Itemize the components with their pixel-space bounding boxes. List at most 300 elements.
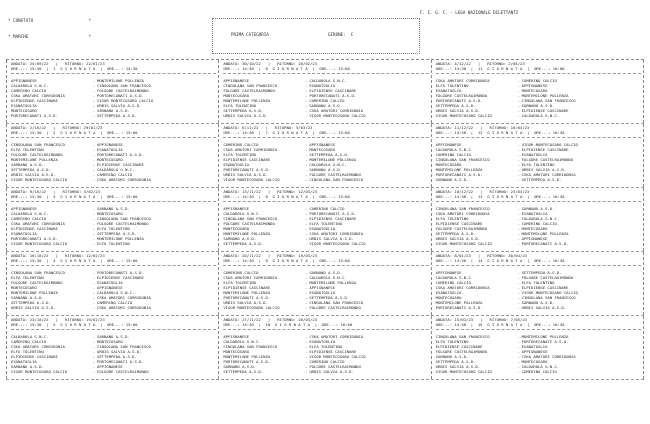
- match-row: APPIGNANESE - VIGOR MONTECOSARO CALCIO: [435, 141, 578, 147]
- home-team: CSKA AMATORI CORRIDONIA: [223, 146, 278, 152]
- ritorno-date: RITORNO: 29/01/23: [62, 125, 103, 130]
- home-team: ELPIDIENSE CASCINARE: [11, 225, 58, 231]
- away-team: URBIS SALVIA A.S.D.: [521, 305, 567, 311]
- ritorno-date: RITORNO: 19/02/23: [64, 317, 105, 322]
- ritorno-time: ORE...: 16:00: [321, 321, 353, 327]
- away-team: APPIGNANESE: [309, 284, 336, 290]
- away-team: MONTECOSARO: [521, 359, 548, 365]
- away-team: VIGOR MONTECOSARO CALCIO: [309, 353, 366, 359]
- giornata-label: 4 G I O R N A T A: [53, 257, 96, 263]
- home-team: SETTEMPEDA A.S.D.: [11, 167, 51, 173]
- ritorno-date: RITORNO: 30/04/23: [487, 253, 528, 258]
- away-team: CSKA AMATORI CORRIDONIA: [309, 231, 364, 237]
- away-team: CAMERINO CALCIO: [521, 369, 557, 375]
- home-team: CALDAROLA G.N.C.: [435, 146, 474, 152]
- home-team: ELFA TOLENTINO: [435, 215, 469, 221]
- home-team: FOLGORE CASTELRAIMONDO: [11, 151, 63, 157]
- andata-time: ORE...: 14:30: [223, 193, 254, 199]
- ritorno-time: ORE...: 15:00: [107, 193, 138, 199]
- round-header: [436, 126, 641, 138]
- round-block: [218, 252, 430, 315]
- home-team: ELFA TOLENTINO: [223, 103, 257, 109]
- match-row: ELPIDIENSE CASCINARE - ESANATOGLIA: [435, 343, 548, 349]
- andata-date: ANDATA: 16/10/22: [11, 253, 49, 258]
- home-team: CSKA AMATORI CORRIDONIA: [435, 210, 490, 216]
- round-dates: ANDATA: 27/11/22 | RITORNO: 26/03/23: [223, 317, 318, 322]
- round-block: [431, 60, 644, 123]
- away-team: SARNANO A.S.D.: [309, 269, 343, 275]
- away-team: MONTECOSARO: [521, 225, 548, 231]
- home-team: CAMERINO CALCIO: [11, 215, 47, 221]
- andata-time: ORE...: 14:30: [435, 129, 467, 135]
- home-team: CSKA AMATORI CORRIDONIA: [11, 343, 65, 349]
- ritorno-time: ORE...: 16:30: [534, 321, 565, 327]
- round-dates: ANDATA: 16/10/22 | RITORNO: 12/02/23: [11, 253, 105, 258]
- home-team: MONTEMILONE POLLENZA: [435, 167, 483, 173]
- match-row: URBIS SALVIA A.S.D. - CINGOLANA SAN FRANCESCO: [223, 300, 364, 306]
- home-team: VIGOR MONTECOSARO CALCIO: [223, 305, 280, 311]
- round-header: [436, 254, 641, 266]
- away-team: CAMERINO CALCIO: [309, 359, 345, 365]
- home-team: CAMERINO CALCIO: [435, 279, 471, 285]
- home-team: CALDAROLA G.N.C.: [11, 210, 49, 216]
- round-header: [436, 318, 641, 330]
- giornata-label: 5 G I O R N A T A: [53, 321, 96, 327]
- round-block: [6, 252, 218, 315]
- match-row: ELPIDIENSE CASCINARE - SETTEMPEDA A.S.D.: [11, 353, 137, 359]
- round-dates: ANDATA: 2/10/22 | RITORNO: 29/01/23: [11, 125, 103, 130]
- giornata-label: 7 G I O R N A T A: [265, 129, 308, 135]
- andata-date: ANDATA: 4/12/22: [435, 61, 471, 66]
- match-row: URBIS SALVIA A.S.D. - CALDAROLA G.N.C.: [435, 364, 560, 370]
- ritorno-time: ORE...: 15:00: [319, 257, 350, 263]
- away-team: CSKA AMATORI CORRIDONIA: [521, 353, 576, 359]
- match-row: CINGOLANA SAN FRANCESCO - MONTEMILONE POLLENZA: [435, 333, 569, 339]
- andata-time: ORE...: 15:30: [11, 193, 42, 199]
- giornata-label: 12 G I O R N A T A: [477, 129, 523, 135]
- girone-label: GIRONE: C: [328, 32, 354, 37]
- home-team: PORTORECANATI A.S.D.: [223, 167, 271, 173]
- match-row: MONTECOSARO - ELFA TOLENTINO: [435, 161, 555, 167]
- away-team: ESANATOGLIA: [309, 338, 336, 344]
- away-team: SETTEMPEDA A.S.D.: [97, 231, 137, 237]
- round-times: ORE...: 14:30 | 12 G I O R N A T A | ORE...: 16:30: [435, 129, 565, 135]
- away-team: CINGOLANA SAN FRANCESCO: [97, 343, 151, 349]
- round-dates: ANDATA: 11/12/22 | RITORNO: 16/04/23: [435, 125, 530, 130]
- away-team: APPIGNANESE: [97, 364, 123, 370]
- round-times: ORE...: 15:30 | 4 G I O R N A T A | ORE...: 15:00: [11, 257, 138, 263]
- andata-date: ANDATA: 13/11/22: [223, 189, 261, 194]
- home-team: APPIGNANESE: [223, 205, 250, 211]
- round-dates: ANDATA: 4/12/22 | RITORNO: 2/04/23: [435, 61, 525, 66]
- away-team: URBIS SALVIA A.S.D.: [309, 236, 354, 242]
- andata-time: ORE...: 14:30: [435, 257, 467, 263]
- home-team: PORTORECANATI A.S.D.: [435, 172, 483, 178]
- away-team: ESANATOGLIA: [521, 210, 548, 216]
- round-header: [223, 254, 428, 266]
- match-row: CALDAROLA G.N.C. - MONTECOSARO: [11, 210, 123, 216]
- giornata-label: 10 G I O R N A T A: [265, 321, 311, 327]
- match-row: ESANATOGLIA - CALDAROLA G.N.C.: [223, 161, 347, 167]
- home-team: ELPIDIENSE CASCINARE: [435, 220, 483, 226]
- home-team: URBIS SALVIA A.S.D.: [223, 300, 268, 306]
- match-row: ELFA TOLENTINO - PORTORECANATI A.S.D.: [435, 338, 569, 344]
- giornata-label: 3 G I O R N A T A: [53, 193, 96, 199]
- andata-date: ANDATA: 20/11/22: [223, 253, 261, 258]
- ritorno-date: RITORNO: 22/01/23: [64, 61, 105, 66]
- andata-date: ANDATA: 27/11/22: [223, 317, 261, 322]
- match-row: CINGOLANA SAN FRANCESCO - ELPIDIENSE CASCINARE: [223, 215, 357, 221]
- match-row: ELPIDIENSE CASCINARE - APPIGNANESE: [223, 284, 336, 290]
- ritorno-time: ORE...: 15:00: [319, 129, 350, 135]
- match-row: VIGOR MONTECOSARO CALCIO - CSKA AMATORI CORRIDONIA: [11, 177, 151, 183]
- away-team: ELFA TOLENTINO: [309, 343, 343, 349]
- away-team: CALDAROLA G.N.C.: [97, 289, 135, 295]
- home-team: CSKA AMATORI CORRIDONIA: [435, 284, 490, 290]
- home-team: URBIS SALVIA A.S.D.: [11, 172, 56, 178]
- match-row: PORTORECANATI A.S.D. - MONTEMILONE POLLENZA: [11, 236, 144, 242]
- match-row: ELFA TOLENTINO - ELPIDIENSE CASCINARE: [11, 274, 144, 280]
- away-team: SETTEMPEDA A.S.D.: [309, 295, 350, 301]
- match-row: ELFA TOLENTINO - MONTEMILONE POLLENZA: [223, 279, 357, 285]
- away-team: APPIGNANESE: [309, 141, 336, 147]
- match-row: MONTEMILONE POLLENZA - ESANATOGLIA: [223, 289, 336, 295]
- match-row: CINGOLANA SAN FRANCESCO - ELFA TOLENTINO: [223, 343, 343, 349]
- ritorno-date: RITORNO: 12/03/23: [277, 189, 318, 194]
- home-team: SARNANO A.S.D.: [223, 364, 257, 370]
- match-row: CALDAROLA G.N.C. - PORTORECANATI A.S.D.: [223, 210, 357, 216]
- andata-time: ORE...: 14:30: [435, 193, 467, 199]
- away-team: ESANATOGLIA: [309, 289, 336, 295]
- home-team: MONTECOSARO: [11, 284, 37, 290]
- match-row: CAMERINO CALCIO - ESANATOGLIA: [435, 151, 548, 157]
- match-row: CALDAROLA G.N.C. - SARNANO A.S.D.: [11, 333, 130, 339]
- home-team: MONTEMILONE POLLENZA: [223, 97, 271, 103]
- match-row: PORTORECANATI A.S.D. - SETTEMPEDA A.S.D.: [11, 113, 137, 119]
- match-row: SARNANO A.S.D. - URBIS SALVIA A.S.D.: [223, 236, 354, 242]
- home-team: ELPIDIENSE CASCINARE: [435, 343, 483, 349]
- match-row: MONTEMILONE POLLENZA - URBIS SALVIA A.S.D.: [435, 167, 567, 173]
- home-team: SETTEMPEDA A.S.D.: [223, 369, 264, 375]
- home-team: PORTORECANATI A.S.D.: [11, 113, 58, 119]
- header-left: [8, 8, 91, 44]
- home-team: CALDAROLA G.N.C.: [11, 82, 49, 88]
- match-row: CINGOLANA SAN FRANCESCO - ESANATOGLIA: [223, 82, 336, 88]
- away-team: SARNANO A.S.D.: [97, 333, 130, 339]
- home-team: CALDAROLA G.N.C.: [223, 210, 261, 216]
- match-row: PORTORECANATI A.S.D. - SETTEMPEDA A.S.D.: [223, 295, 350, 301]
- match-row: VIGOR MONTECOSARO CALCIO - CALDAROLA G.N.C.: [435, 113, 560, 119]
- fixtures-grid: [6, 59, 644, 380]
- match-row: MONTECOSARO - PORTORECANATI A.S.D.: [223, 92, 357, 98]
- away-team: CINGOLANA SAN FRANCESCO: [521, 97, 576, 103]
- away-team: SARNANO A.S.D.: [97, 205, 130, 211]
- away-team: ELPIDIENSE CASCINARE: [309, 348, 357, 354]
- round-times: ORE...: 14:30 | 6 G I O R N A T A | ORE...: 15:00: [223, 65, 350, 71]
- away-team: ELPIDIENSE CASCINARE: [521, 108, 569, 114]
- andata-time: ORE...: 14:30: [223, 257, 254, 263]
- round-times: ORE...: 15:30 | 2 G I O R N A T A | ORE...: 15:00: [11, 129, 138, 135]
- match-row: SETTEMPEDA A.S.D. - CALDAROLA G.N.C.: [11, 167, 135, 173]
- match-row: FOLGORE CASTELRAIMONDO - ELPIDIENSE CASCINARE: [223, 87, 357, 93]
- round-header: [436, 62, 641, 74]
- ritorno-time: ORE...: 15:00: [319, 193, 350, 199]
- home-team: PORTORECANATI A.S.D.: [223, 359, 271, 365]
- match-row: SETTEMPEDA A.S.D. - URBIS SALVIA A.S.D.: [223, 369, 354, 375]
- home-team: SETTEMPEDA A.S.D.: [435, 103, 476, 109]
- ritorno-time: ORE...: 14:30: [107, 65, 138, 71]
- home-team: CINGOLANA SAN FRANCESCO: [223, 343, 278, 349]
- match-row: ESANATOGLIA - SETTEMPEDA A.S.D.: [11, 231, 137, 237]
- home-team: ESANATOGLIA: [223, 161, 250, 167]
- round-header: [223, 126, 428, 138]
- giornata-label: 6 G I O R N A T A: [265, 65, 308, 71]
- away-team: PORTORECANATI A.S.D.: [309, 210, 357, 216]
- home-team: CSKA AMATORI CORRIDONIA: [223, 274, 278, 280]
- match-row: ESANATOGLIA - VIGOR MONTECOSARO CALCIO: [435, 289, 578, 295]
- match-row: CINGOLANA SAN FRANCESCO - FOLGORE CASTELRAIMONDO: [435, 156, 574, 162]
- away-team: PORTORECANATI A.S.D.: [97, 269, 144, 275]
- andata-date: ANDATA: 9/10/22: [11, 189, 47, 194]
- giornata-label: 13 G I O R N A T A: [477, 193, 523, 199]
- match-row: ESANATOGLIA - URBIS SALVIA A.S.D.: [11, 103, 142, 109]
- away-team: ESANATOGLIA: [521, 151, 548, 157]
- home-team: ESANATOGLIA: [11, 359, 37, 365]
- ritorno-time: ORE...: 15:00: [319, 65, 350, 71]
- round-times: ORE...: 14:30 | 14 G I O R N A T A | ORE...: 16:30: [435, 257, 565, 263]
- away-team: MONTEMILONE POLLENZA: [97, 236, 144, 242]
- match-row: CAMERINO CALCIO - SARNANO A.S.D.: [223, 269, 343, 275]
- away-team: CINGOLANA SAN FRANCESCO: [97, 82, 151, 88]
- home-team: CAMERINO CALCIO: [11, 338, 47, 344]
- away-team: CAMERINO CALCIO: [97, 172, 133, 178]
- away-team: APPIGNANESE: [97, 284, 123, 290]
- header-right: F. I. G. C. - LEGA NAZIONALE DILETTANTI: [420, 10, 519, 15]
- away-team: URBIS SALVIA A.S.D.: [97, 103, 142, 109]
- home-team: URBIS SALVIA A.S.D.: [435, 364, 481, 370]
- match-row: VIGOR MONTECOSARO CALCIO - CAMERINO CALCIO: [435, 369, 557, 375]
- home-team: APPIGNANESE: [11, 205, 37, 211]
- away-team: FOLGORE CASTELRAIMONDO: [97, 87, 149, 93]
- away-team: ELFA TOLENTINO: [521, 279, 555, 285]
- away-team: FOLGORE CASTELRAIMONDO: [309, 172, 361, 178]
- fixtures-row: [6, 60, 644, 123]
- home-team: PORTORECANATI A.S.D.: [11, 236, 58, 242]
- ritorno-date: RITORNO: 2/04/23: [487, 61, 525, 66]
- home-team: VIGOR MONTECOSARO CALCIO: [435, 113, 492, 119]
- match-row: FOLGORE CASTELRAIMONDO - APPIGNANESE: [435, 348, 548, 354]
- match-row: SETTEMPEDA A.S.D. - MONTEMILONE POLLENZA: [435, 231, 569, 237]
- home-team: ELPIDIENSE CASCINARE: [223, 284, 271, 290]
- home-team: MONTECOSARO: [223, 92, 250, 98]
- round-dates: ANDATA: 23/10/22 | RITORNO: 19/02/23: [11, 317, 105, 322]
- home-team: SARNANO A.S.D.: [435, 353, 469, 359]
- match-row: CAMERINO CALCIO - APPIGNANESE: [223, 141, 336, 147]
- away-team: ESANATOGLIA: [309, 82, 336, 88]
- match-row: URBIS SALVIA A.S.D. - CSKA AMATORI CORRIDONIA: [11, 305, 151, 311]
- home-team: SETTEMPEDA A.S.D.: [435, 359, 476, 365]
- andata-time: ORE...: 15:30: [11, 129, 42, 135]
- match-row: ELFA TOLENTINO - CALDAROLA G.N.C.: [435, 215, 560, 221]
- match-row: URBIS SALVIA A.S.D. - CAMERINO CALCIO: [11, 172, 133, 178]
- home-team: APPIGNANESE: [11, 77, 37, 83]
- home-team: APPIGNANESE: [435, 141, 462, 147]
- round-times: ORE...: 15:30 | 5 G I O R N A T A | ORE...: 15:00: [11, 321, 138, 327]
- away-team: URBIS SALVIA A.S.D.: [309, 369, 354, 375]
- away-team: MONTECOSARO: [97, 156, 123, 162]
- match-row: CAMERINO CALCIO - MONTECOSARO: [11, 338, 123, 344]
- round-block: [218, 188, 430, 251]
- home-team: APPIGNANESE: [435, 269, 462, 275]
- home-team: CAMERINO CALCIO: [223, 269, 259, 275]
- away-team: MONTEMILONE POLLENZA: [521, 231, 569, 237]
- home-team: ELPIDIENSE CASCINARE: [223, 156, 271, 162]
- home-team: MONTECOSARO: [223, 225, 250, 231]
- away-team: ESANATOGLIA: [521, 343, 548, 349]
- andata-time: ORE...: 14:30: [223, 321, 254, 327]
- round-dates: ANDATA: 15/01/23 | RITORNO: 7/05/23: [435, 317, 528, 322]
- header-left-line: * CONSTATO *: [8, 18, 92, 24]
- away-team: CINGOLANA SAN FRANCESCO: [97, 215, 151, 221]
- away-team: SETTEMPEDA A.S.D.: [521, 269, 562, 275]
- match-row: CALDAROLA G.N.C. - FOLGORE CASTELRAIMONDO: [435, 274, 574, 280]
- round-block: [431, 316, 644, 379]
- match-row: ESANATOGLIA - PORTORECANATI A.S.D.: [11, 359, 144, 365]
- home-team: VIGOR MONTECOSARO CALCIO: [223, 177, 280, 183]
- match-row: VIGOR MONTECOSARO CALCIO - CINGOLANA SAN FRANCESCO: [223, 177, 364, 183]
- home-team: CALDAROLA G.N.C.: [435, 274, 474, 280]
- andata-time: ORE...: 14:30: [435, 321, 467, 327]
- away-team: APPIGNANESE: [97, 141, 123, 147]
- home-team: CINGOLANA SAN FRANCESCO: [435, 156, 490, 162]
- match-row: CSKA AMATORI CORRIDONIA - CALDAROLA G.N.C.: [223, 274, 347, 280]
- match-row: FOLGORE CASTELRAIMONDO - PORTORECANATI A.S.D.: [11, 151, 144, 157]
- home-team: FOLGORE CASTELRAIMONDO: [11, 279, 63, 285]
- away-team: CSKA AMATORI CORRIDONIA: [97, 305, 151, 311]
- home-team: SETTEMPEDA A.S.D.: [223, 108, 264, 114]
- fixtures-row: [6, 316, 644, 379]
- match-row: ELPIDIENSE CASCINARE - VIGOR MONTECOSARO CALCIO: [11, 97, 154, 103]
- match-row: SETTEMPEDA A.S.D. - MONTECOSARO: [435, 359, 548, 365]
- home-team: SARNANO A.S.D.: [11, 161, 44, 167]
- away-team: MONTEMILONE POLLENZA: [309, 156, 357, 162]
- header-left-line: * MARCHE *: [8, 34, 92, 40]
- match-row: MONTEMILONE POLLENZA - VIGOR MONTECOSARO CALCIO: [223, 353, 366, 359]
- match-row: ELFA TOLENTINO - SETTEMPEDA A.S.D.: [223, 151, 350, 157]
- round-times: ORE...: 15:30 | 3 G I O R N A T A | ORE...: 15:00: [11, 193, 138, 199]
- ritorno-date: RITORNO: 7/05/23: [489, 317, 528, 322]
- away-team: SARNANO A.S.D.: [309, 167, 343, 173]
- away-team: CAMERINO CALCIO: [309, 97, 345, 103]
- fixtures-row: [6, 124, 644, 187]
- match-row: URBIS SALVIA A.S.D. - FOLGORE CASTELRAIMONDO: [223, 172, 361, 178]
- away-team: CALDAROLA G.N.C.: [309, 161, 347, 167]
- round-header: [11, 62, 216, 74]
- ritorno-date: RITORNO: 16/04/23: [489, 125, 530, 130]
- home-team: FOLGORE CASTELRAIMONDO: [435, 225, 488, 231]
- match-row: ELPIDIENSE CASCINARE - ELFA TOLENTINO: [11, 225, 130, 231]
- andata-date: ANDATA: 15/01/23: [435, 317, 474, 322]
- match-row: CAMERINO CALCIO - CINGOLANA SAN FRANCESCO: [11, 215, 151, 221]
- away-team: ELFA TOLENTINO: [97, 225, 130, 231]
- away-team: APPIGNANESE: [521, 236, 548, 242]
- home-team: MONTEMILONE POLLENZA: [11, 156, 58, 162]
- round-dates: ANDATA: 25/09/22 | RITORNO: 22/01/23: [11, 61, 105, 66]
- round-times: ORE...: 14:30 | 10 G I O R N A T A | ORE...: 16:00: [223, 321, 353, 327]
- home-team: URBIS SALVIA A.S.D.: [435, 108, 481, 114]
- match-row: CSKA AMATORI CORRIDONIA - CINGOLANA SAN FRANCESCO: [11, 343, 151, 349]
- andata-time: ORE...: 15:30: [11, 257, 42, 263]
- match-row: MONTEMILONE POLLENZA - CALDAROLA G.N.C.: [11, 289, 135, 295]
- away-team: CINGOLANA SAN FRANCESCO: [309, 300, 364, 306]
- home-team: ELFA TOLENTINO: [11, 274, 44, 280]
- andata-date: ANDATA: 25/09/22: [11, 61, 49, 66]
- home-team: SETTEMPEDA A.S.D.: [223, 241, 264, 247]
- round-dates: ANDATA: 30/10/22 | RITORNO: 26/02/23: [223, 61, 318, 66]
- round-times: ORE...: 14:30 | 13 G I O R N A T A | ORE...: 16:30: [435, 193, 565, 199]
- away-team: SETTEMPEDA A.S.D.: [309, 151, 350, 157]
- round-block: [6, 124, 218, 187]
- match-row: ELPIDIENSE CASCINARE - CAMERINO CALCIO: [435, 220, 557, 226]
- home-team: FOLGORE CASTELRAIMONDO: [435, 348, 488, 354]
- match-row: SARNANO A.S.D. - ELPIDIENSE CASCINARE: [11, 161, 144, 167]
- ritorno-date: RITORNO: 5/02/23: [62, 189, 101, 194]
- round-block: [6, 316, 218, 379]
- round-header: [223, 62, 428, 74]
- away-team: MONTECOSARO: [97, 338, 123, 344]
- round-times: ORE...: 14:30 | 8 G I O R N A T A | ORE...: 15:00: [223, 193, 350, 199]
- ritorno-time: ORE...: 15:00: [107, 129, 138, 135]
- home-team: CINGOLANA SAN FRANCESCO: [223, 82, 278, 88]
- away-team: SARNANO A.S.D.: [521, 300, 555, 306]
- home-team: ESANATOGLIA: [435, 87, 462, 93]
- match-row: CINGOLANA SAN FRANCESCO - PORTORECANATI A.S.D.: [11, 269, 144, 275]
- match-row: CALDAROLA G.N.C. - ELPIDIENSE CASCINARE: [435, 146, 569, 152]
- away-team: ELPIDIENSE CASCINARE: [309, 87, 357, 93]
- away-team: ESANATOGLIA: [97, 146, 123, 152]
- home-team: ELFA TOLENTINO: [435, 338, 469, 344]
- away-team: CALDAROLA G.N.C.: [521, 113, 560, 119]
- round-block: [218, 316, 430, 379]
- away-team: VIGOR MONTECOSARO CALCIO: [521, 289, 578, 295]
- home-team: CALDAROLA G.N.C.: [223, 338, 261, 344]
- giornata-label: 9 G I O R N A T A: [265, 257, 308, 263]
- row-divider: [6, 379, 644, 380]
- fixtures-row: [6, 252, 644, 315]
- match-row: APPIGNANESE - CAMERINO CALCIO: [223, 205, 345, 211]
- away-team: MONTECOSARO: [309, 146, 336, 152]
- home-team: ELFA TOLENTINO: [223, 151, 257, 157]
- home-team: VIGOR MONTECOSARO CALCIO: [435, 241, 492, 247]
- match-row: VIGOR MONTECOSARO CALCIO - FOLGORE CASTELRAIMONDO: [11, 369, 149, 375]
- away-team: CAMERINO CALCIO: [97, 300, 133, 306]
- match-row: ELFA TOLENTINO - APPIGNANESE: [435, 82, 548, 88]
- match-row: SARNANO A.S.D. - CSKA AMATORI CORRIDONIA: [435, 353, 576, 359]
- home-team: CINGOLANA SAN FRANCESCO: [11, 269, 65, 275]
- home-team: MONTECOSARO: [223, 348, 250, 354]
- away-team: URBIS SALVIA A.S.D.: [97, 348, 142, 354]
- andata-date: ANDATA: 2/10/22: [11, 125, 47, 130]
- home-team: ELPIDIENSE CASCINARE: [11, 353, 58, 359]
- away-team: FOLGORE CASTELRAIMONDO: [521, 156, 574, 162]
- away-team: ELPIDIENSE CASCINARE: [521, 146, 569, 152]
- home-team: FOLGORE CASTELRAIMONDO: [223, 220, 275, 226]
- match-row: APPIGNANESE - SARNANO A.S.D.: [11, 205, 130, 211]
- giornata-label: 15 G I O R N A T A: [477, 321, 523, 327]
- away-team: URBIS SALVIA A.S.D.: [521, 167, 567, 173]
- home-team: CINGOLANA SAN FRANCESCO: [11, 141, 65, 147]
- match-row: CALDAROLA G.N.C. - ESANATOGLIA: [223, 338, 336, 344]
